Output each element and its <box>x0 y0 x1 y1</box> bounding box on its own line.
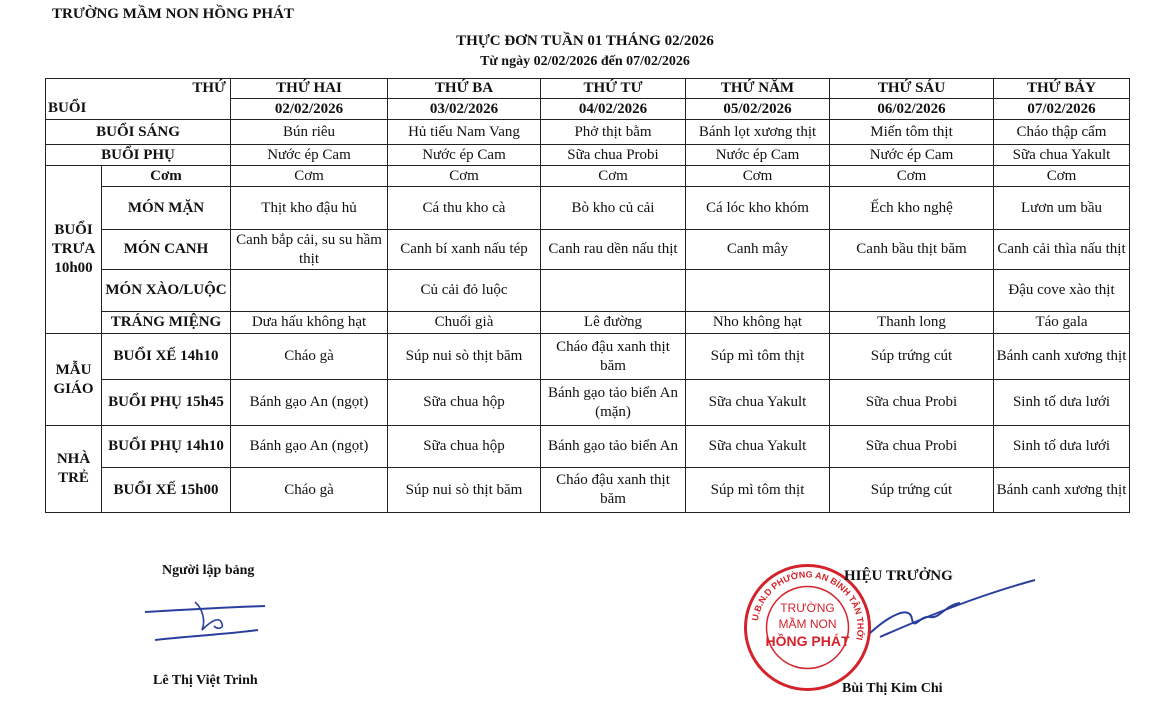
svg-text:HỒNG PHÁT: HỒNG PHÁT <box>765 633 850 649</box>
menu-cell: Canh bắp cải, su su hầm thịt <box>231 230 388 270</box>
menu-cell: Canh bầu thịt băm <box>830 230 994 270</box>
menu-cell <box>231 270 388 312</box>
menu-cell: Cơm <box>830 166 994 187</box>
menu-cell: Nước ép Cam <box>686 145 830 166</box>
menu-cell: Thanh long <box>830 312 994 334</box>
table-row <box>46 380 1130 426</box>
table-row <box>46 187 1130 230</box>
menu-cell: Đậu cove xào thịt <box>994 270 1130 312</box>
table-row <box>46 120 1130 145</box>
weekly-menu-table <box>45 78 1130 513</box>
principal-name: Bùi Thị Kim Chi <box>842 681 943 696</box>
menu-cell: Sinh tố dưa lưới <box>994 380 1130 426</box>
group-label-trua: BUỔI TRƯA 10h00 <box>46 166 102 334</box>
menu-cell: Miến tôm thịt <box>830 120 994 145</box>
menu-cell <box>541 270 686 312</box>
principal-signature <box>850 575 1040 655</box>
menu-cell: Cơm <box>231 166 388 187</box>
menu-cell: Bò kho củ cải <box>541 187 686 230</box>
row-label: Cơm <box>102 166 231 187</box>
menu-cell: Sữa chua hộp <box>388 426 541 468</box>
row-label: BUỔI XẾ 15h00 <box>102 468 231 513</box>
row-label: BUỔI XẾ 14h10 <box>102 334 231 380</box>
menu-cell: Nước ép Cam <box>231 145 388 166</box>
menu-cell: Bún riêu <box>231 120 388 145</box>
menu-cell: Sinh tố dưa lưới <box>994 426 1130 468</box>
day-header: THỨ BẢY <box>994 79 1130 99</box>
menu-cell: Phở thịt bằm <box>541 120 686 145</box>
day-header: THỨ BA <box>388 79 541 99</box>
preparer-signature <box>140 590 270 650</box>
menu-cell: Thịt kho đậu hủ <box>231 187 388 230</box>
table-row <box>46 312 1130 334</box>
day-header: THỨ NĂM <box>686 79 830 99</box>
row-label: MÓN MẶN <box>102 187 231 230</box>
table-row <box>46 166 1130 187</box>
svg-text:MẦM NON: MẦM NON <box>778 617 837 631</box>
row-label: BUỔI PHỤ 15h45 <box>102 380 231 426</box>
menu-cell: Canh rau dền nấu thịt <box>541 230 686 270</box>
menu-cell <box>686 270 830 312</box>
date-header: 03/02/2026 <box>388 99 541 120</box>
menu-cell: Sữa chua Yakult <box>686 380 830 426</box>
day-header: THỨ SÁU <box>830 79 994 99</box>
header-days-row <box>46 79 1130 99</box>
date-header: 05/02/2026 <box>686 99 830 120</box>
menu-cell: Lê đường <box>541 312 686 334</box>
menu-cell: Sữa chua hộp <box>388 380 541 426</box>
menu-cell: Cháo thập cẩm <box>994 120 1130 145</box>
day-header: THỨ HAI <box>231 79 388 99</box>
menu-cell: Súp nui sò thịt băm <box>388 334 541 380</box>
svg-text:TRƯỜNG: TRƯỜNG <box>780 601 835 615</box>
menu-cell: Bánh canh xương thịt <box>994 334 1130 380</box>
menu-cell: Dưa hấu không hạt <box>231 312 388 334</box>
row-label: BUỔI SÁNG <box>46 120 231 145</box>
date-header: 07/02/2026 <box>994 99 1130 120</box>
menu-cell: Nước ép Cam <box>830 145 994 166</box>
menu-cell: Canh cải thìa nấu thịt <box>994 230 1130 270</box>
buoi-corner-label: BUỔI <box>46 99 231 120</box>
table-row <box>46 468 1130 513</box>
menu-cell: Cá lóc kho khóm <box>686 187 830 230</box>
menu-cell: Súp mì tôm thịt <box>686 468 830 513</box>
menu-cell: Cháo đậu xanh thịt băm <box>541 334 686 380</box>
menu-cell: Canh bí xanh nấu tép <box>388 230 541 270</box>
row-label: MÓN CANH <box>102 230 231 270</box>
menu-cell: Bánh gạo An (ngọt) <box>231 380 388 426</box>
menu-cell: Sữa chua Probi <box>830 380 994 426</box>
group-label-mau-giao: MẪU GIÁO <box>46 334 102 426</box>
prepared-by-title: Người lập bảng <box>162 563 255 578</box>
menu-cell: Cơm <box>541 166 686 187</box>
menu-cell: Cháo đậu xanh thịt băm <box>541 468 686 513</box>
menu-cell: Củ cải đỏ luộc <box>388 270 541 312</box>
school-name: TRƯỜNG MẦM NON HỒNG PHÁT <box>52 6 294 22</box>
menu-cell: Súp trứng cút <box>830 468 994 513</box>
day-header: THỨ TƯ <box>541 79 686 99</box>
date-header: 04/02/2026 <box>541 99 686 120</box>
menu-cell: Ếch kho nghệ <box>830 187 994 230</box>
row-label: MÓN XÀO/LUỘC <box>102 270 231 312</box>
menu-cell: Sữa chua Yakult <box>686 426 830 468</box>
table-row <box>46 230 1130 270</box>
table-row <box>46 426 1130 468</box>
menu-date-range: Từ ngày 02/02/2026 đến 07/02/2026 <box>480 54 690 69</box>
menu-cell: Bánh gạo tảo biển An (mặn) <box>541 380 686 426</box>
table-row <box>46 270 1130 312</box>
date-header: 06/02/2026 <box>830 99 994 120</box>
menu-cell: Cháo gà <box>231 334 388 380</box>
menu-cell: Bánh gạo An (ngọt) <box>231 426 388 468</box>
menu-cell: Sữa chua Probi <box>830 426 994 468</box>
row-label: BUỔI PHỤ <box>46 145 231 166</box>
menu-title: THỰC ĐƠN TUẦN 01 THÁNG 02/2026 <box>456 33 714 49</box>
table-row <box>46 145 1130 166</box>
row-label: TRÁNG MIỆNG <box>102 312 231 334</box>
row-label: BUỔI PHỤ 14h10 <box>102 426 231 468</box>
menu-cell: Sữa chua Probi <box>541 145 686 166</box>
principal-title: HIỆU TRƯỞNG <box>844 568 953 584</box>
menu-cell: Bánh lọt xương thịt <box>686 120 830 145</box>
thu-corner-label: THỨ <box>46 79 231 99</box>
menu-cell: Cá thu kho cà <box>388 187 541 230</box>
menu-cell: Cơm <box>686 166 830 187</box>
group-label-nha-tre: NHÀ TRẺ <box>46 426 102 513</box>
menu-cell: Nước ép Cam <box>388 145 541 166</box>
menu-cell: Lươn um bầu <box>994 187 1130 230</box>
menu-cell: Chuối già <box>388 312 541 334</box>
menu-cell: Súp trứng cút <box>830 334 994 380</box>
table-row <box>46 334 1130 380</box>
date-header: 02/02/2026 <box>231 99 388 120</box>
menu-cell: Sữa chua Yakult <box>994 145 1130 166</box>
svg-text:U.B.N.D PHƯỜNG AN BÌNH TÂN THỚ: U.B.N.D PHƯỜNG AN BÌNH TÂN THỚI <box>749 569 866 642</box>
header-dates-row <box>46 99 1130 120</box>
preparer-name: Lê Thị Việt Trinh <box>153 673 258 688</box>
menu-cell: Súp mì tôm thịt <box>686 334 830 380</box>
menu-cell: Táo gala <box>994 312 1130 334</box>
menu-cell: Bánh gạo tảo biển An <box>541 426 686 468</box>
menu-cell: Cháo gà <box>231 468 388 513</box>
menu-cell: Cơm <box>388 166 541 187</box>
menu-cell: Canh mây <box>686 230 830 270</box>
menu-cell: Bánh canh xương thịt <box>994 468 1130 513</box>
menu-cell: Cơm <box>994 166 1130 187</box>
menu-cell <box>830 270 994 312</box>
menu-cell: Nho không hạt <box>686 312 830 334</box>
menu-cell: Súp nui sò thịt băm <box>388 468 541 513</box>
menu-cell: Hủ tiếu Nam Vang <box>388 120 541 145</box>
